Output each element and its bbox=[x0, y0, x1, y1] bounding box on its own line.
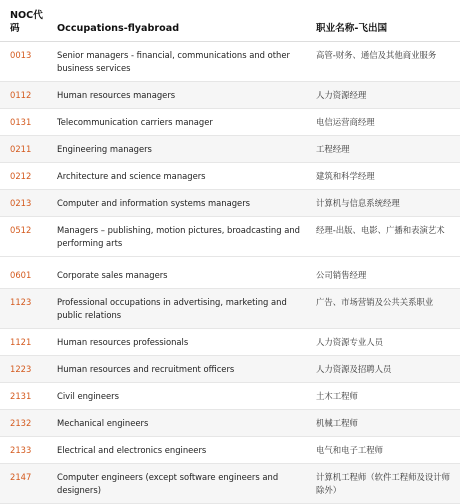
table-row bbox=[0, 217, 460, 257]
occupation-zh: 公司销售经理 bbox=[306, 257, 460, 289]
occupation-en: Professional occupations in advertising, marketing and public relations bbox=[47, 289, 306, 329]
occupation-zh: 人力资源及招聘人员 bbox=[306, 356, 460, 383]
noc-code-link[interactable]: 0512 bbox=[0, 217, 47, 257]
noc-code-link[interactable]: 0211 bbox=[0, 136, 47, 163]
occupation-en: Human resources managers bbox=[47, 82, 306, 109]
noc-code-link[interactable]: 2147 bbox=[0, 464, 47, 504]
table-row bbox=[0, 42, 460, 82]
occupation-en: Civil engineers bbox=[47, 383, 306, 410]
occupation-en: Architecture and science managers bbox=[47, 163, 306, 190]
noc-code-link[interactable]: 0601 bbox=[0, 257, 47, 289]
table-row bbox=[0, 437, 460, 464]
noc-code-link[interactable]: 2131 bbox=[0, 383, 47, 410]
noc-code-link[interactable]: 0131 bbox=[0, 109, 47, 136]
noc-code-link[interactable]: 0112 bbox=[0, 82, 47, 109]
occupation-zh: 高管-财务、通信及其他商业服务 bbox=[306, 42, 460, 82]
occupation-zh: 机械工程师 bbox=[306, 410, 460, 437]
occupation-zh: 电信运营商经理 bbox=[306, 109, 460, 136]
occupation-zh: 土木工程师 bbox=[306, 383, 460, 410]
occupation-zh: 人力资源专业人员 bbox=[306, 329, 460, 356]
noc-code-link[interactable]: 1123 bbox=[0, 289, 47, 329]
occupation-en: Computer and information systems managers bbox=[47, 190, 306, 217]
occupation-en: Corporate sales managers bbox=[47, 257, 306, 289]
table-row bbox=[0, 383, 460, 410]
noc-code-link[interactable]: 0013 bbox=[0, 42, 47, 82]
noc-code-link[interactable]: 0213 bbox=[0, 190, 47, 217]
occupation-en: Engineering managers bbox=[47, 136, 306, 163]
occupation-en: Human resources and recruitment officers bbox=[47, 356, 306, 383]
noc-code-link[interactable]: 2132 bbox=[0, 410, 47, 437]
table-row bbox=[0, 289, 460, 329]
occupation-en: Mechanical engineers bbox=[47, 410, 306, 437]
occupation-zh: 人力资源经理 bbox=[306, 82, 460, 109]
noc-code-link[interactable]: 2133 bbox=[0, 437, 47, 464]
noc-code-link[interactable]: 0212 bbox=[0, 163, 47, 190]
occupation-en: Computer engineers (except software engineers and designers) bbox=[47, 464, 306, 504]
table-row bbox=[0, 190, 460, 217]
occupation-en: Electrical and electronics engineers bbox=[47, 437, 306, 464]
header-occupation-zh: 职业名称-飞出国 bbox=[306, 0, 460, 42]
occupation-en: Senior managers - financial, communications and other business services bbox=[47, 42, 306, 82]
table-header-row bbox=[0, 0, 460, 42]
occupation-en: Telecommunication carriers manager bbox=[47, 109, 306, 136]
table-row bbox=[0, 410, 460, 437]
table-row bbox=[0, 356, 460, 383]
occupation-zh: 工程经理 bbox=[306, 136, 460, 163]
occupation-zh: 经理-出版、电影、广播和表演艺术 bbox=[306, 217, 460, 257]
table-row bbox=[0, 82, 460, 109]
header-noc-code: NOC代码 bbox=[0, 0, 47, 42]
noc-code-link[interactable]: 1121 bbox=[0, 329, 47, 356]
table-row bbox=[0, 163, 460, 190]
occupation-en: Managers – publishing, motion pictures, broadcasting and performing arts bbox=[47, 217, 306, 257]
table-row bbox=[0, 109, 460, 136]
occupation-en: Human resources professionals bbox=[47, 329, 306, 356]
table-row bbox=[0, 136, 460, 163]
occupation-zh: 建筑和科学经理 bbox=[306, 163, 460, 190]
occupation-zh: 电气和电子工程师 bbox=[306, 437, 460, 464]
table-row bbox=[0, 329, 460, 356]
table-row bbox=[0, 464, 460, 504]
occupation-zh: 计算机工程师（软件工程师及设计师除外） bbox=[306, 464, 460, 504]
noc-code-link[interactable]: 1223 bbox=[0, 356, 47, 383]
occupation-zh: 计算机与信息系统经理 bbox=[306, 190, 460, 217]
header-occupation-en: Occupations-flyabroad bbox=[47, 0, 306, 42]
table-row bbox=[0, 257, 460, 289]
occupation-zh: 广告、市场营销及公共关系职业 bbox=[306, 289, 460, 329]
